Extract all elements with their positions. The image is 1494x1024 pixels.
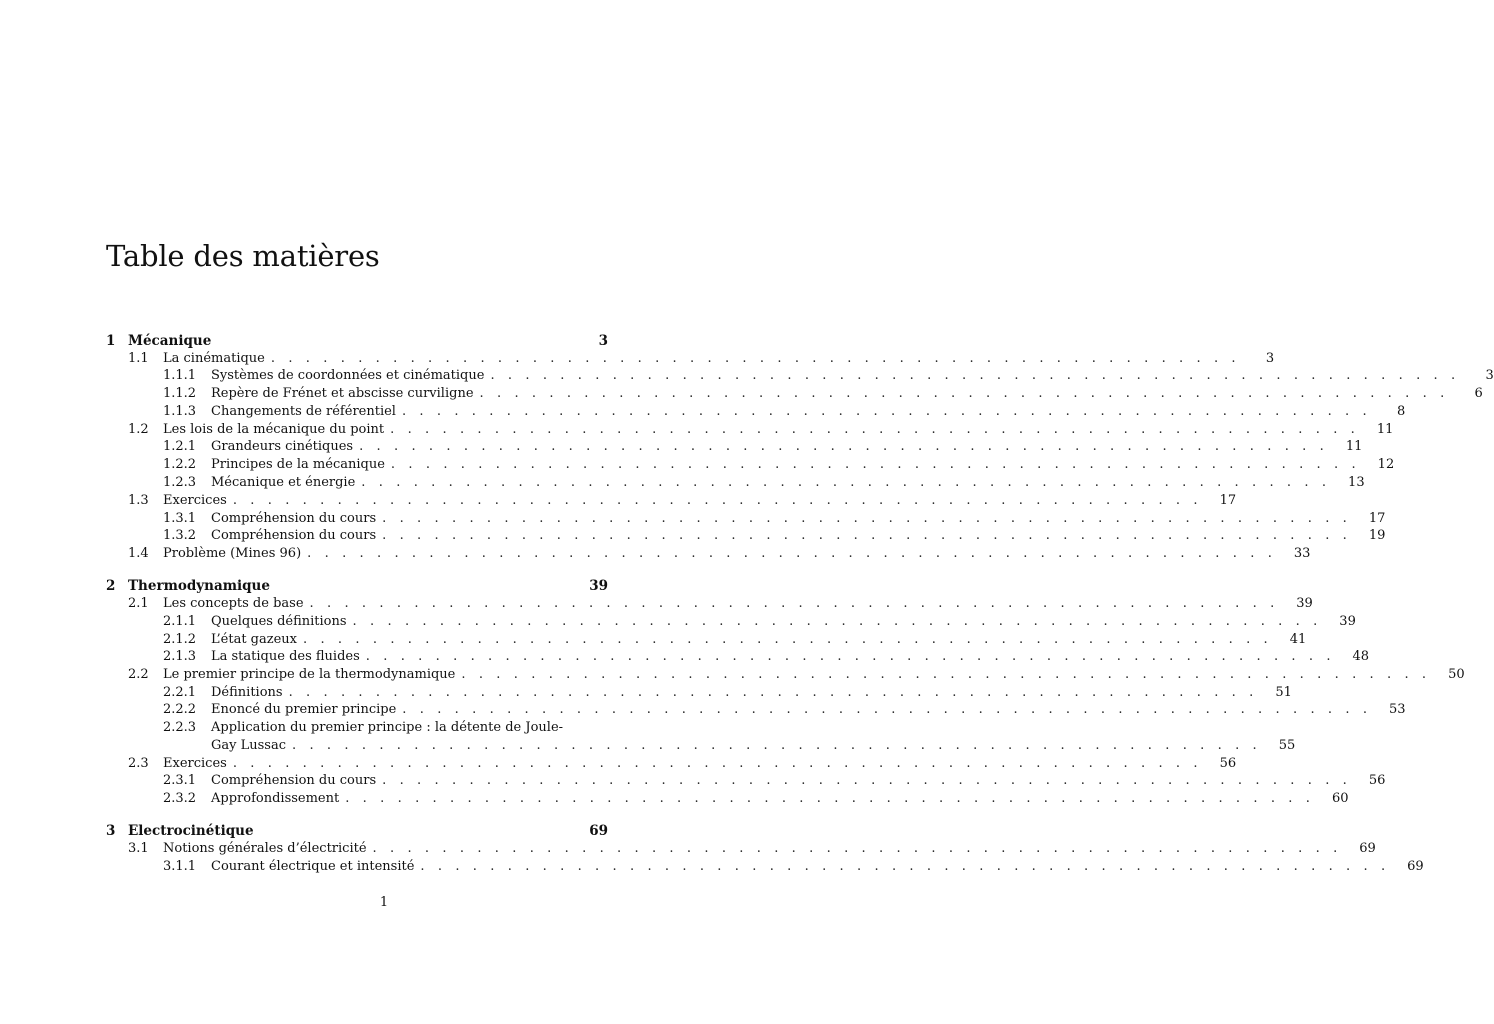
subsection-title: Définitions [211,685,283,700]
section-page: 50 [1448,667,1465,682]
dot-leader: . . . . . . . . . . . . . . . . . . . . . . . . . . . . . . . . . . . . . . . . . . . . . . . . . . . . . . . . [307,546,1277,561]
toc-subsection-continuation[interactable] [211,737,1296,755]
subsection-page: 41 [1289,632,1307,647]
toc-subsection[interactable] [163,367,1494,385]
chapter-number: 2 [106,578,116,594]
dot-leader: . . . . . . . . . . . . . . . . . . . . . . . . . . . . . . . . . . . . . . . . . . . . . . . . . . . . . . . . [372,841,1342,856]
subsection-page: 53 [1389,702,1406,717]
section-title: La cinématique [163,351,265,366]
subsection-number: 2.2.2 [163,702,197,717]
subsection-number: 3.1.1 [163,859,197,874]
section-page: 17 [1219,493,1237,508]
dot-leader: . . . . . . . . . . . . . . . . . . . . . . . . . . . . . . . . . . . . . . . . . . . . . . . . . . . . . . . . [361,475,1331,490]
toc-subsection[interactable] [163,527,1386,545]
subsection-title: Enoncé du premier principe [211,702,397,717]
section-page: 56 [1219,756,1237,771]
toc-section[interactable] [128,666,1465,684]
chapter-page: 69 [589,823,608,839]
dot-leader: . . . . . . . . . . . . . . . . . . . . . . . . . . . . . . . . . . . . . . . . . . . . . . . . . . . . . . . . [420,859,1390,874]
subsection-title: Changements de référentiel [211,404,396,419]
chapter-number: 3 [106,823,116,839]
section-title: Le premier principe de la thermodynamique [163,667,456,682]
subsection-number: 1.1.3 [163,404,197,419]
subsection-title: Systèmes de coordonnées et cinématique [211,368,485,383]
dot-leader: . . . . . . . . . . . . . . . . . . . . . . . . . . . . . . . . . . . . . . . . . . . . . . . . . . . . . . . . [232,493,1203,508]
subsection-page: 11 [1345,439,1363,454]
subsection-page: 6 [1474,386,1483,401]
subsection-page: 56 [1368,773,1386,788]
dot-leader: . . . . . . . . . . . . . . . . . . . . . . . . . . . . . . . . . . . . . . . . . . . . . . . . . . . . . . . . [461,667,1431,682]
toc-chapter[interactable] [106,332,608,350]
section-number: 1.4 [128,546,149,561]
subsection-title: Repère de Frénet et abscisse curviligne [211,386,474,401]
section-number: 1.2 [128,422,149,437]
toc-subsection[interactable] [163,510,1386,528]
section-page: 3 [1265,351,1275,366]
chapter-title: Electrocinétique [128,823,254,839]
dot-leader: . . . . . . . . . . . . . . . . . . . . . . . . . . . . . . . . . . . . . . . . . . . . . . . . . . . . . . . . [292,738,1262,753]
subsection-title: Approfondissement [211,791,340,806]
toc-chapter[interactable] [106,577,608,595]
subsection-number: 2.2.1 [163,685,197,700]
toc-section[interactable] [128,840,1376,858]
subsection-number: 2.1.1 [163,614,197,629]
toc-subsection[interactable] [163,631,1307,649]
subsection-title: Quelques définitions [211,614,347,629]
subsection-number: 1.3.1 [163,511,197,526]
toc-subsection[interactable] [163,772,1386,790]
chapter-title: Thermodynamique [128,578,270,594]
dot-leader: . . . . . . . . . . . . . . . . . . . . . . . . . . . . . . . . . . . . . . . . . . . . . . . . . . . . . . . . [382,773,1352,788]
subsection-number: 2.3.2 [163,791,197,806]
dot-leader: . . . . . . . . . . . . . . . . . . . . . . . . . . . . . . . . . . . . . . . . . . . . . . . . . . . . . . . . [232,756,1203,771]
subsection-title: Courant électrique et intensité [211,859,415,874]
dot-leader: . . . . . . . . . . . . . . . . . . . . . . . . . . . . . . . . . . . . . . . . . . . . . . . . . . . . . . . . [402,702,1372,717]
section-page: 39 [1296,596,1313,611]
section-number: 1.3 [128,493,149,508]
toc-subsection[interactable] [163,613,1356,631]
toc-subsection[interactable] [163,701,1406,719]
dot-leader: . . . . . . . . . . . . . . . . . . . . . . . . . . . . . . . . . . . . . . . . . . . . . . . . . . . . . . . . [309,596,1279,611]
subsection-title: Grandeurs cinétiques [211,439,354,454]
page-title: Table des matières [106,239,380,273]
section-title: Exercices [163,493,227,508]
subsection-page: 55 [1278,738,1296,753]
dot-leader: . . . . . . . . . . . . . . . . . . . . . . . . . . . . . . . . . . . . . . . . . . . . . . . . . . . . . . . . [288,685,1258,700]
dot-leader: . . . . . . . . . . . . . . . . . . . . . . . . . . . . . . . . . . . . . . . . . . . . . . . . . . . . . . . . [345,791,1315,806]
chapter-page: 3 [598,333,608,349]
subsection-number: 1.2.1 [163,439,197,454]
toc-section[interactable] [128,755,1237,773]
section-title: Les lois de la mécanique du point [163,422,385,437]
section-page: 11 [1376,422,1394,437]
subsection-page: 48 [1352,649,1370,664]
subsection-page: 60 [1331,791,1349,806]
toc-section[interactable] [128,595,1313,613]
toc-subsection[interactable] [163,790,1349,808]
subsection-title: Compréhension du cours [211,511,377,526]
section-page: 33 [1293,546,1311,561]
subsection-number: 1.2.2 [163,457,197,472]
toc-chapter[interactable] [106,822,608,840]
toc-subsection[interactable] [163,648,1370,666]
subsection-page: 12 [1377,457,1395,472]
section-title: Notions générales d’électricité [163,841,367,856]
toc-subsection[interactable] [163,474,1365,492]
subsection-page: 3 [1485,368,1494,383]
subsection-page: 69 [1407,859,1424,874]
subsection-title: Principes de la mécanique [211,457,385,472]
subsection-title[interactable]: Application du premier principe : la détente de Joule- [211,720,564,735]
dot-leader: . . . . . . . . . . . . . . . . . . . . . . . . . . . . . . . . . . . . . . . . . . . . . . . . . . . . . . . . [365,649,1336,664]
section-title: Exercices [163,756,227,771]
toc-section[interactable] [128,492,1237,510]
subsection-title: L’état gazeux [211,632,297,647]
page-number: 1 [379,895,389,910]
subsection-title: La statique des fluides [211,649,360,664]
section-number: 2.2 [128,667,149,682]
toc-subsection[interactable] [163,684,1292,702]
section-number: 2.1 [128,596,149,611]
subsection-number: 1.1.1 [163,368,197,383]
subsection-title-continued: Gay Lussac [211,738,286,753]
chapter-number: 1 [106,333,116,349]
dot-leader: . . . . . . . . . . . . . . . . . . . . . . . . . . . . . . . . . . . . . . . . . . . . . . . . . . . . . . . . [390,422,1360,437]
section-title: Problème (Mines 96) [163,546,302,561]
subsection-title: Compréhension du cours [211,528,377,543]
toc-section[interactable] [128,545,1311,563]
section-number: 1.1 [128,351,149,366]
dot-leader: . . . . . . . . . . . . . . . . . . . . . . . . . . . . . . . . . . . . . . . . . . . . . . . . . . . . . . . . [352,614,1322,629]
chapter-title: Mécanique [128,333,212,349]
subsection-number: 1.1.2 [163,386,197,401]
section-number: 3.1 [128,841,149,856]
toc-section[interactable] [128,421,1394,439]
toc-subsection[interactable] [163,858,1424,876]
subsection-page: 8 [1396,404,1406,419]
section-number: 2.3 [128,756,149,771]
toc-subsection[interactable] [163,456,1395,474]
dot-leader: . . . . . . . . . . . . . . . . . . . . . . . . . . . . . . . . . . . . . . . . . . . . . . . . . . . . . . . . [401,404,1372,419]
dot-leader: . . . . . . . . . . . . . . . . . . . . . . . . . . . . . . . . . . . . . . . . . . . . . . . . . . . . . . . . [490,368,1460,383]
toc-subsection[interactable] [163,438,1363,456]
subsection-page: 13 [1348,475,1365,490]
toc-subsection[interactable] [163,403,1406,421]
dot-leader: . . . . . . . . . . . . . . . . . . . . . . . . . . . . . . . . . . . . . . . . . . . . . . . . . . . . . . . . [270,351,1241,366]
toc-section[interactable] [128,350,1275,368]
subsection-page: 51 [1275,685,1292,700]
subsection-number: 1.3.2 [163,528,197,543]
dot-leader: . . . . . . . . . . . . . . . . . . . . . . . . . . . . . . . . . . . . . . . . . . . . . . . . . . . . . . . . [390,457,1361,472]
section-title: Les concepts de base [163,596,304,611]
subsection-page: 17 [1368,511,1386,526]
subsection-title: Mécanique et énergie [211,475,356,490]
subsection-title: Compréhension du cours [211,773,377,788]
section-page: 69 [1359,841,1376,856]
dot-leader: . . . . . . . . . . . . . . . . . . . . . . . . . . . . . . . . . . . . . . . . . . . . . . . . . . . . . . . . [303,632,1273,647]
subsection-number: 2.3.1 [163,773,197,788]
dot-leader: . . . . . . . . . . . . . . . . . . . . . . . . . . . . . . . . . . . . . . . . . . . . . . . . . . . . . . . . [479,386,1449,401]
subsection-number: 2.1.3 [163,649,197,664]
subsection-page: 39 [1339,614,1356,629]
toc-subsection[interactable] [163,385,1483,403]
dot-leader: . . . . . . . . . . . . . . . . . . . . . . . . . . . . . . . . . . . . . . . . . . . . . . . . . . . . . . . . [382,511,1352,526]
subsection-number: 2.2.3 [163,720,197,735]
subsection-page: 19 [1368,528,1386,543]
subsection-number: 1.2.3 [163,475,197,490]
subsection-number: 2.1.2 [163,632,197,647]
dot-leader: . . . . . . . . . . . . . . . . . . . . . . . . . . . . . . . . . . . . . . . . . . . . . . . . . . . . . . . . [359,439,1329,454]
dot-leader: . . . . . . . . . . . . . . . . . . . . . . . . . . . . . . . . . . . . . . . . . . . . . . . . . . . . . . . . [382,528,1352,543]
chapter-page: 39 [589,578,608,594]
